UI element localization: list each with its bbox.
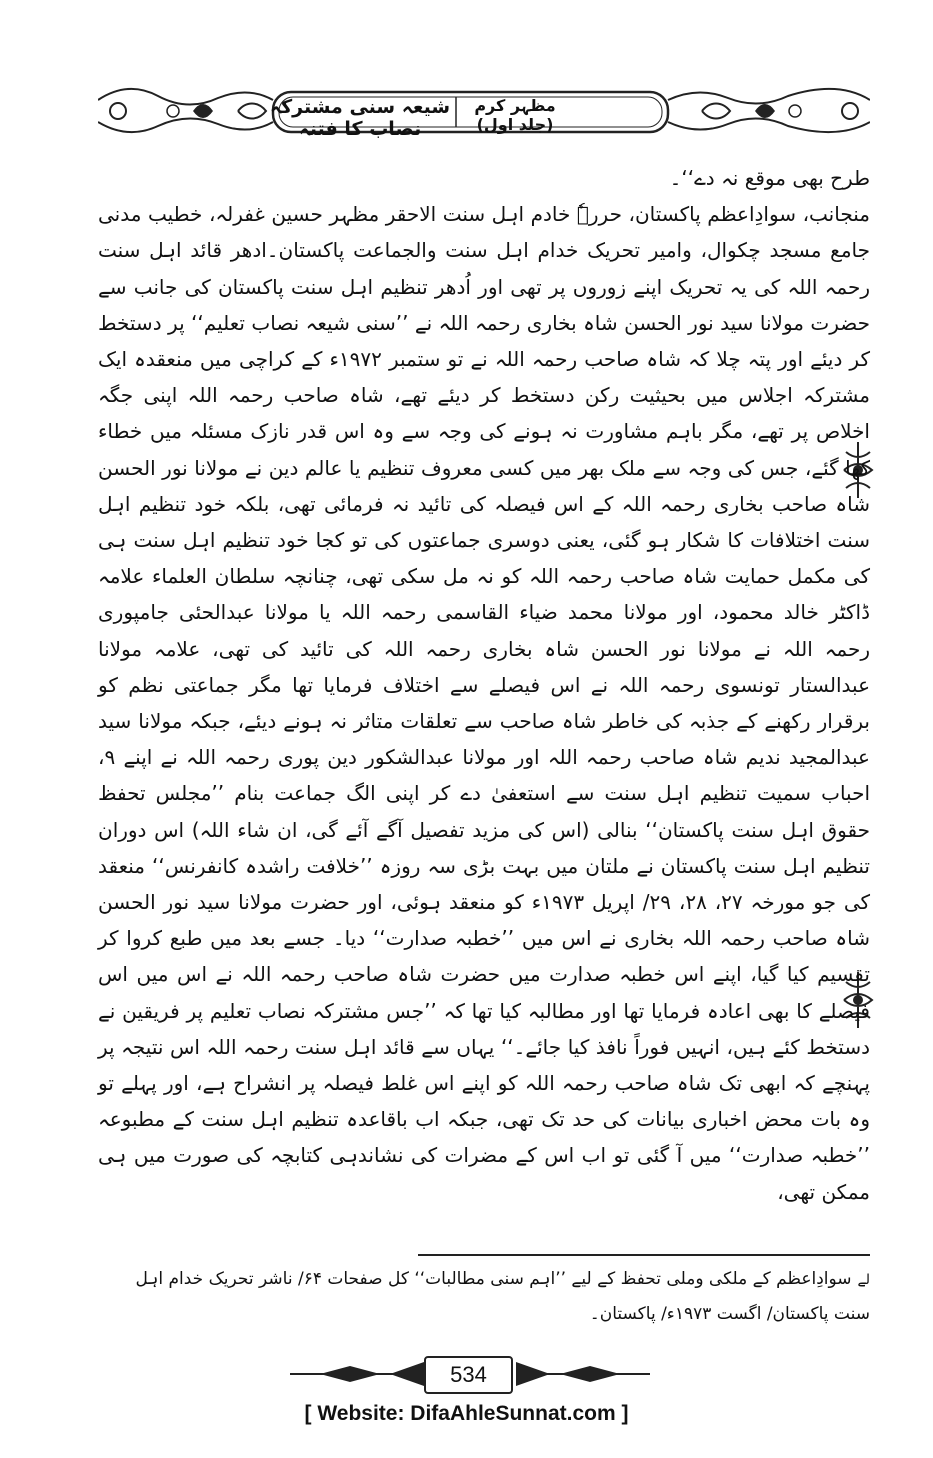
page-title: شیعہ سنی مشترکہ نصاب کا فتنہ [269, 96, 451, 140]
footnote-text: سوادِاعظم کے ملکی وملی تحفظ کے لیے ’’اہم سنی مطالبات‘‘ کل صفحات ۶۴/ ناشر تحریک خدام اہل سنت پاکستان/ اگست ۱۹۷۳ء/ پاکستان۔ [135, 1269, 870, 1324]
website-footer: [ Website: DifaAhleSunnat.com ] [304, 1402, 629, 1425]
volume-label: مظہر کرم (جلد اول) [474, 96, 556, 134]
footnote [98, 1262, 870, 1331]
paragraph: منجانب، سوادِاعظم پاکستان، حررہٗ خادم اہل سنت الاحقر مظہر حسین غفرلہ، خطیب مدنی جامع مسجد چکوال، وامیر تحریک خدام اہل سنت والجماعت پاکستان۔ادھر قائد اہل سنت رحمہ اللہ کی یہ تحریک اپنے زوروں پر تھی اور اُدھر تنظیم اہل سنت پاکستان کی جانب سے حضرت مولانا سید نور الحسن شاہ بخاری رحمہ اللہ نے ’’سنی شیعہ نصاب تعلیم‘‘ پر دستخط کر دیئے اور پتہ چلا کہ شاہ صاحب رحمہ اللہ نے تو ستمبر ۱۹۷۲ء کے کراچی میں منعقدہ ایک مشترکہ اجلاس میں بحیثیت رکن دستخط کر دیئے تھے، شاہ صاحب رحمہ اللہ اپنی جگہ اخلاص پر تھے، مگر باہم مشاورت نہ ہونے کی وجہ سے وہ اس قدر نازک مسئلہ میں خطاء کھا گئے، جس کی وجہ سے ملک بھر میں کسی معروف تنظیم یا عالم دین نے مولانا نور الحسن شاہ صاحب بخاری رحمہ اللہ کے اس فیصلہ کی تائید نہ فرمائی تھی، بلکہ خود تنظیم اہل سنت اختلافات کا شکار ہو گئی، یعنی دوسری جماعتوں کی تو کجا خود تنظیم اہل سنت ہی کی مکمل حمایت شاہ صاحب رحمہ اللہ کو نہ مل سکی تھی، چنانچہ سلطان العلماء علامہ ڈاکٹر خالد محمود، اور مولانا محمد ضیاء القاسمی رحمہ اللہ یا مولانا عبدالحئی جامپوری رحمہ اللہ نے مولانا نور الحسن شاہ بخاری رحمہ اللہ کی تائید کی تھی، علامہ مولانا عبدالستار تونسوی رحمہ اللہ نے اس فیصلے سے اختلاف فرمایا تھا مگر جماعتی نظم کو برقرار رکھنے کے جذبہ کی خاطر شاہ صاحب سے تعلقات متاثر نہ ہونے دیئے، جبکہ مولانا سید عبدالمجید ندیم شاہ صاحب رحمہ اللہ اور مولانا عبدالشکور دین پوری رحمہ اللہ نے اپنے ۹، احباب سمیت تنظیم اہل سنت سے استعفیٰ دے کر اپنی الگ جماعت بنام ’’مجلس تحفظ حقوق اہل سنت پاکستان‘‘ بنالی (اس کی مزید تفصیل آگے آئے گی، ان شاء اللہ) اس دوران تنظیم اہل سنت پاکستان نے ملتان میں بہت بڑی سہ روزہ ’’خلافت راشدہ کانفرنس‘‘ منعقد کی جو مورخہ ۲۷، ۲۸، ۲۹/ اپریل ۱۹۷۳ء کو منعقد ہوئی، اور حضرت مولانا سید نور الحسن شاہ صاحب رحمہ اللہ بخاری نے اس میں ’’خطبہ صدارت‘‘ دیا۔ جسے بعد میں طبع کروا کر تقسیم کیا گیا، اپنے اس خطبہ صدارت میں حضرت شاہ صاحب رحمہ اللہ نے اس میں اس فیصلے کا بھی اعادہ فرمایا تھا اور مطالبہ کیا تھا کہ ’’جس مشترکہ نصاب تعلیم پر فریقین نے دستخط کئے ہیں، انہیں فوراً نافذ کیا جائے۔‘‘ یہاں سے قائد اہل سنت رحمہ اللہ اس نتیجہ پر پہنچے کہ ابھی تک شاہ صاحب رحمہ اللہ کو اپنے اس غلط فیصلہ پر انشراح ہے، اور پہلے تو وہ بات محض اخباری بیانات کی حد تک تھی، جبکہ اب باقاعدہ تنظیم اہل سنت کے مطبوعہ ’’خطبہ صدارت‘‘ میں آ گئی تو اب اس کے مضرات کی نشاندہی کتابچہ کی صورت میں ہی ممکن تھی، [98, 202, 871, 1204]
page-number: 534 [424, 1356, 513, 1394]
paragraph: طرح بھی موقع نہ دے‘‘۔ [669, 166, 870, 190]
body-text [98, 160, 870, 1210]
footnote-mark: لے [857, 1272, 870, 1288]
footnote-divider [418, 1254, 870, 1256]
